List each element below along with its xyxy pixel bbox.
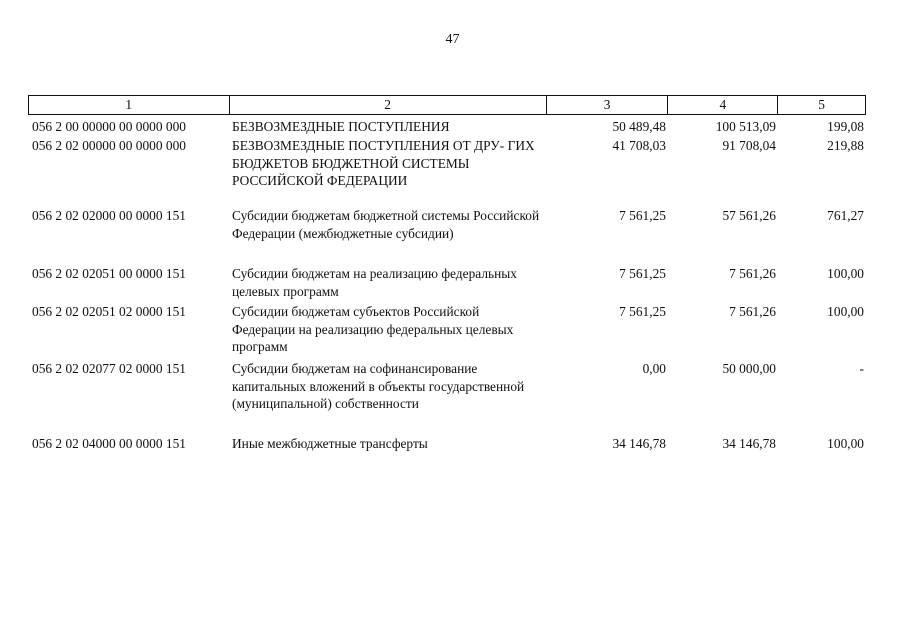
row-name: БЕЗВОЗМЕЗДНЫЕ ПОСТУПЛЕНИЯ ОТ ДРУ- ГИХ БЮДЖЕТОВ БЮДЖЕТНОЙ СИСТЕМЫ РОССИЙСКОЙ ФЕДЕРАЦИИ — [232, 138, 535, 188]
row-code: 056 2 02 04000 00 0000 151 — [32, 436, 186, 451]
row-value-col3: 7 561,25 — [619, 304, 666, 319]
table-row — [28, 303, 866, 360]
row-value-col4: 57 561,26 — [722, 208, 776, 223]
table-row — [28, 360, 866, 435]
row-value-col5: - — [859, 361, 864, 376]
table-row — [28, 435, 866, 455]
row-code: 056 2 02 02000 00 0000 151 — [32, 208, 186, 223]
row-value-col3: 50 489,48 — [612, 119, 666, 134]
row-value-col3: 7 561,25 — [619, 208, 666, 223]
row-name: Субсидии бюджетам бюджетной системы Российской Федерации (межбюджетные субсидии) — [232, 208, 540, 241]
row-name: Иные межбюджетные трансферты — [232, 436, 428, 451]
row-code: 056 2 02 00000 00 0000 000 — [32, 138, 186, 153]
row-value-col4: 100 513,09 — [715, 119, 776, 134]
header-col-5: 5 — [777, 96, 865, 114]
budget-table — [28, 95, 866, 455]
row-value-col3: 7 561,25 — [619, 266, 666, 281]
row-value-col5: 199,08 — [827, 119, 864, 134]
row-value-col4: 50 000,00 — [722, 361, 776, 376]
row-value-col3: 41 708,03 — [612, 138, 666, 153]
header-col-4: 4 — [667, 96, 777, 114]
row-code: 056 2 02 02051 00 0000 151 — [32, 266, 186, 281]
header-col-3: 3 — [546, 96, 668, 114]
row-name: Субсидии бюджетам на реализацию федеральных целевых программ — [232, 266, 517, 299]
row-value-col3: 0,00 — [642, 361, 666, 376]
header-col-1: 1 — [125, 97, 133, 112]
table-row — [28, 265, 866, 303]
row-value-col4: 7 561,26 — [729, 266, 776, 281]
row-name: БЕЗВОЗМЕЗДНЫЕ ПОСТУПЛЕНИЯ — [232, 119, 450, 134]
header-col-2: 2 — [229, 96, 546, 114]
table-row — [28, 118, 866, 137]
row-value-col5: 100,00 — [827, 266, 864, 281]
row-value-col3: 34 146,78 — [612, 436, 666, 451]
page-number: 47 — [445, 32, 460, 47]
row-code: 056 2 00 00000 00 0000 000 — [32, 119, 186, 134]
row-value-col5: 100,00 — [827, 436, 864, 451]
table-header — [28, 95, 866, 115]
row-code: 056 2 02 02077 02 0000 151 — [32, 361, 186, 376]
table-row — [28, 207, 866, 265]
row-value-col5: 761,27 — [827, 208, 864, 223]
row-value-col4: 7 561,26 — [729, 304, 776, 319]
row-value-col4: 34 146,78 — [722, 436, 776, 451]
row-value-col5: 100,00 — [827, 304, 864, 319]
row-name: Субсидии бюджетам субъектов Российской Федерации на реализацию федеральных целевых программ — [232, 304, 514, 354]
row-value-col5: 219,88 — [827, 138, 864, 153]
row-name: Субсидии бюджетам на софинансирование капитальных вложений в объекты государственной (муниципальной) собственности — [232, 361, 525, 411]
row-value-col4: 91 708,04 — [722, 138, 776, 153]
table-row — [28, 137, 866, 207]
row-code: 056 2 02 02051 02 0000 151 — [32, 304, 186, 319]
